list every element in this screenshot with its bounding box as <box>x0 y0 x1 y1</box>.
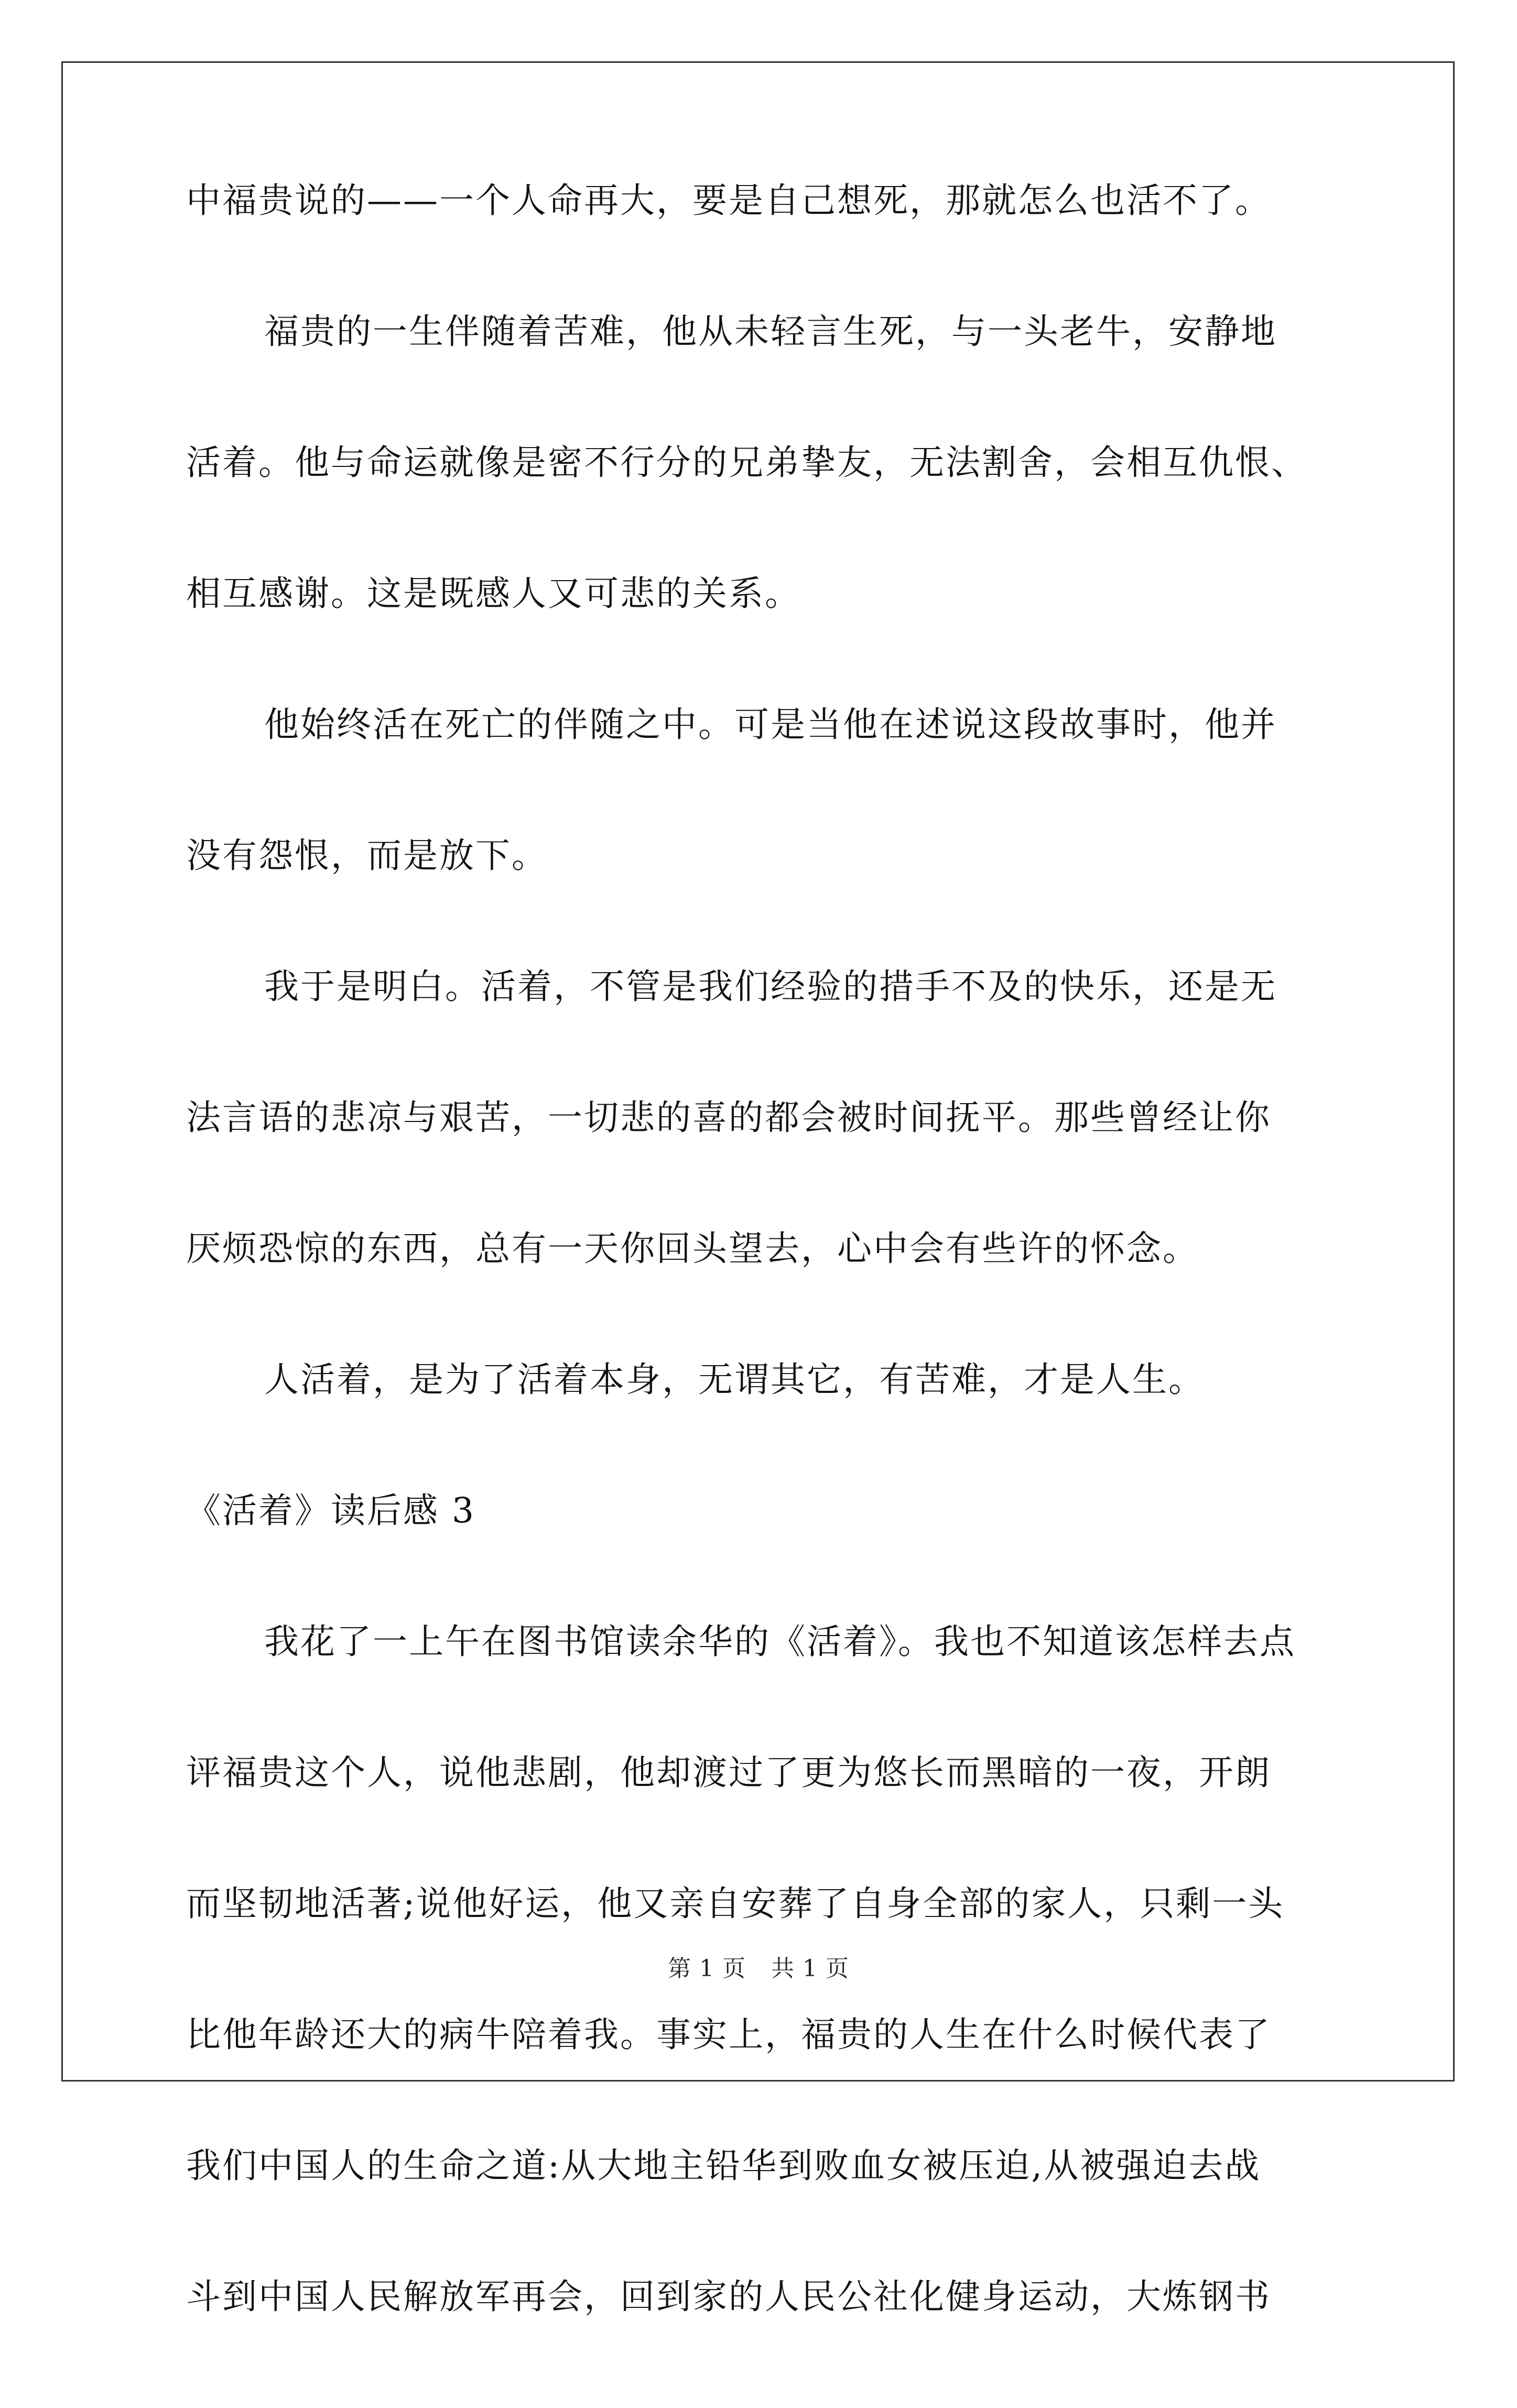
text-line: 活着。他与命运就像是密不行分的兄弟挚友，无法割舍，会相互仇恨、 <box>186 442 1307 483</box>
text-line: 评福贵这个人，说他悲剧，他却渡过了更为悠长而黑暗的一夜，开朗 <box>186 1752 1271 1793</box>
page-footer <box>0 1956 1517 1982</box>
section-heading: 《活着》读后感 3 <box>186 1490 475 1531</box>
page-number: 第 1 页 <box>668 1955 746 1982</box>
text-line: 没有怨恨，而是放下。 <box>186 835 548 876</box>
text-line: 斗到中国人民解放军再会，回到家的人民公社化健身运动，大炼钢书 <box>186 2276 1271 2317</box>
text-line: 相互感谢。这是既感人又可悲的关系。 <box>186 573 801 614</box>
text-line: 我们中国人的生命之道:从大地主铅华到败血女被压迫,从被强迫去战 <box>186 2145 1261 2186</box>
text-line: 厌烦恐惊的东西，总有一天你回头望去，心中会有些许的怀念。 <box>186 1228 1199 1269</box>
text-line: 中福贵说的——一个人命再大，要是自己想死，那就怎么也活不了。 <box>186 180 1271 221</box>
paragraph-start-line: 福贵的一生伴随着苦难，他从未轻言生死，与一头老牛，安静地 <box>264 311 1277 352</box>
text-line: 法言语的悲凉与艰苦，一切悲的喜的都会被时间抚平。那些曾经让你 <box>186 1097 1271 1138</box>
text-line: 比他年龄还大的病牛陪着我。事实上，福贵的人生在什么时候代表了 <box>186 2014 1271 2055</box>
document-body <box>186 181 1366 2408</box>
text-line: 而坚韧地活著;说他好运，他又亲自安葬了自身全部的家人，只剩一头 <box>186 1883 1285 1924</box>
paragraph-start-line: 我花了一上午在图书馆读余华的《活着》。我也不知道该怎样去点 <box>264 1621 1296 1662</box>
paragraph-start-line: 我于是明白。活着，不管是我们经验的措手不及的快乐，还是无 <box>264 966 1277 1007</box>
paragraph-start-line: 人活着，是为了活着本身，无谓其它，有苦难，才是人生。 <box>264 1359 1205 1400</box>
paragraph-start-line: 他始终活在死亡的伴随之中。可是当他在述说这段故事时，他并 <box>264 704 1277 745</box>
page-total: 共 1 页 <box>771 1955 849 1982</box>
